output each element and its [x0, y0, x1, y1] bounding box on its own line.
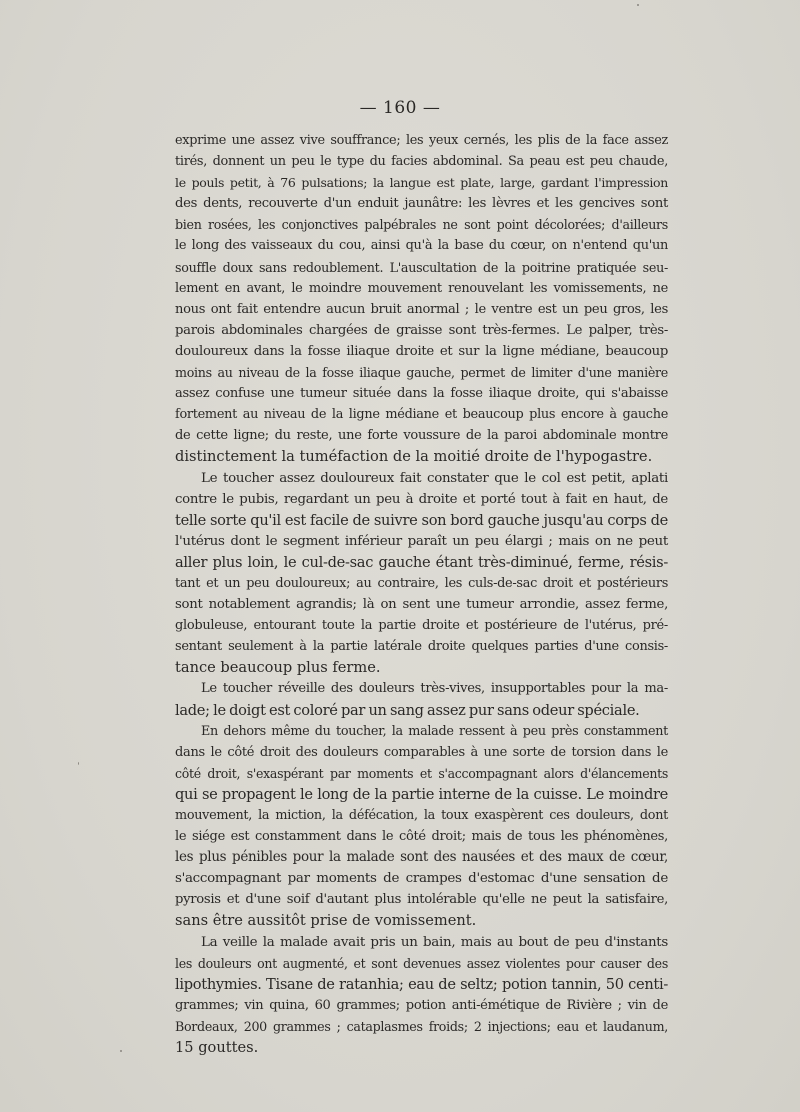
text-line: sans être aussitôt prise de vomissement.	[175, 912, 477, 930]
text-line: tant et un peu douloureux; au contraire, les culs-de-sac droit et postérieurs	[175, 575, 668, 591]
text-line: fortement au niveau de la ligne médiane et beaucoup plus encore à gauche	[175, 407, 668, 423]
text-line: En dehors même du toucher, la malade ressent à peu près constamment	[201, 723, 668, 739]
text-line: de cette ligne; du reste, une forte voussure de la paroi abdominale montre	[175, 428, 668, 444]
text-line: Le toucher réveille des douleurs très-vives, insupportables pour la ma-	[201, 681, 668, 697]
text-line: côté droit, s'exaspérant par moments et s'accompagnant alors d'élancements	[175, 765, 668, 781]
text-line: s'accompagnant par moments de crampes d'estomac d'une sensation de	[175, 871, 668, 887]
text-line: tirés, donnent un peu le type du facies abdominal. Sa peau est peu chaude,	[175, 154, 668, 170]
text-line: exprime une assez vive souffrance; les yeux cernés, les plis de la face assez	[175, 133, 668, 148]
paragraph	[175, 468, 668, 679]
paragraph	[175, 932, 668, 1059]
text-line: nous ont fait entendre aucun bruit anormal ; le ventre est un peu gros, les	[175, 301, 668, 317]
body-text	[175, 130, 668, 1058]
text-line: lade; le doigt est coloré par un sang assez pur sans odeur spéciale.	[175, 701, 640, 719]
text-line: moins au niveau de la fosse iliaque gauche, permet de limiter d'une manière	[175, 365, 668, 381]
paragraph	[175, 678, 668, 720]
text-line: sentant seulement à la partie latérale droite quelques parties d'une consis-	[175, 639, 668, 655]
text-line: assez confuse une tumeur située dans la fosse iliaque droite, qui s'abaisse	[175, 386, 668, 402]
paragraph	[175, 130, 668, 468]
text-line: les plus pénibles pour la malade sont des nausées et des maux de cœur,	[175, 849, 668, 866]
paper-speck	[120, 1050, 122, 1052]
text-line: pyrosis et d'une soif d'autant plus intolérable qu'elle ne peut la satisfaire,	[175, 892, 668, 908]
text-line: lipothymies. Tisane de ratanhia; eau de seltz; potion tannin, 50 centi-	[175, 975, 668, 993]
text-line: telle sorte qu'il est facile de suivre son bord gauche jusqu'au corps de	[175, 511, 668, 529]
text-line: Bordeaux, 200 grammes ; cataplasmes froids; 2 injections; eau et laudanum,	[175, 1018, 668, 1034]
paper-speck	[78, 762, 79, 765]
text-line: La veille la malade avait pris un bain, mais au bout de peu d'instants	[201, 934, 668, 950]
text-line: le long des vaisseaux du cou, ainsi qu'à la base du cœur, on n'entend qu'un	[175, 238, 668, 254]
text-line: 15 gouttes.	[175, 1039, 259, 1057]
text-line: tance beaucoup plus ferme.	[175, 659, 381, 677]
paragraph	[175, 721, 668, 932]
text-line: dans le côté droit des douleurs comparables à une sorte de torsion dans le	[175, 744, 668, 760]
text-line: parois abdominales chargées de graisse sont très-fermes. Le palper, très-	[175, 322, 668, 338]
text-line: aller plus loin, le cul-de-sac gauche étant très-diminué, ferme, résis-	[175, 553, 668, 571]
text-line: sont notablement agrandis; là on sent une tumeur arrondie, assez ferme,	[175, 597, 668, 613]
text-line: le pouls petit, à 76 pulsations; la langue est plate, large, gardant l'impression	[175, 175, 668, 191]
text-line: contre le pubis, regardant un peu à droite et porté tout à fait en haut, de	[175, 491, 668, 507]
text-line: Le toucher assez douloureux fait constater que le col est petit, aplati	[201, 470, 668, 486]
text-line: lement en avant, le moindre mouvement renouvelant les vomissements, ne	[175, 280, 668, 296]
text-line: des dents, recouverte d'un enduit jaunâtre: les lèvres et les gencives sont	[175, 196, 668, 212]
text-line: douloureux dans la fosse iliaque droite et sur la ligne médiane, beaucoup	[175, 343, 668, 359]
text-line: mouvement, la miction, la défécation, la toux exaspèrent ces douleurs, dont	[175, 808, 668, 823]
text-line: bien rosées, les conjonctives palpébrales ne sont point décolorées; d'ailleurs	[175, 217, 668, 233]
text-line: le siége est constamment dans le côté droit; mais de tous les phénomènes,	[175, 829, 668, 845]
page-number: — 160 —	[359, 98, 441, 118]
text-line: les douleurs ont augmenté, et sont devenues assez violentes pour causer des	[175, 955, 668, 971]
paper-speck	[637, 4, 639, 6]
text-line: qui se propagent le long de la partie interne de la cuisse. Le moindre	[175, 785, 668, 803]
text-line: l'utérus dont le segment inférieur paraît un peu élargi ; mais on ne peut	[175, 533, 668, 549]
text-line: grammes; vin quina, 60 grammes; potion anti-émétique de Rivière ; vin de	[175, 997, 668, 1013]
text-line: souffle doux sans redoublement. L'auscultation de la poitrine pratiquée seu-	[175, 259, 668, 275]
text-line: globuleuse, entourant toute la partie droite et postérieure de l'utérus, pré-	[175, 618, 668, 634]
text-line: distinctement la tuméfaction de la moitié droite de l'hypogastre.	[175, 448, 653, 466]
